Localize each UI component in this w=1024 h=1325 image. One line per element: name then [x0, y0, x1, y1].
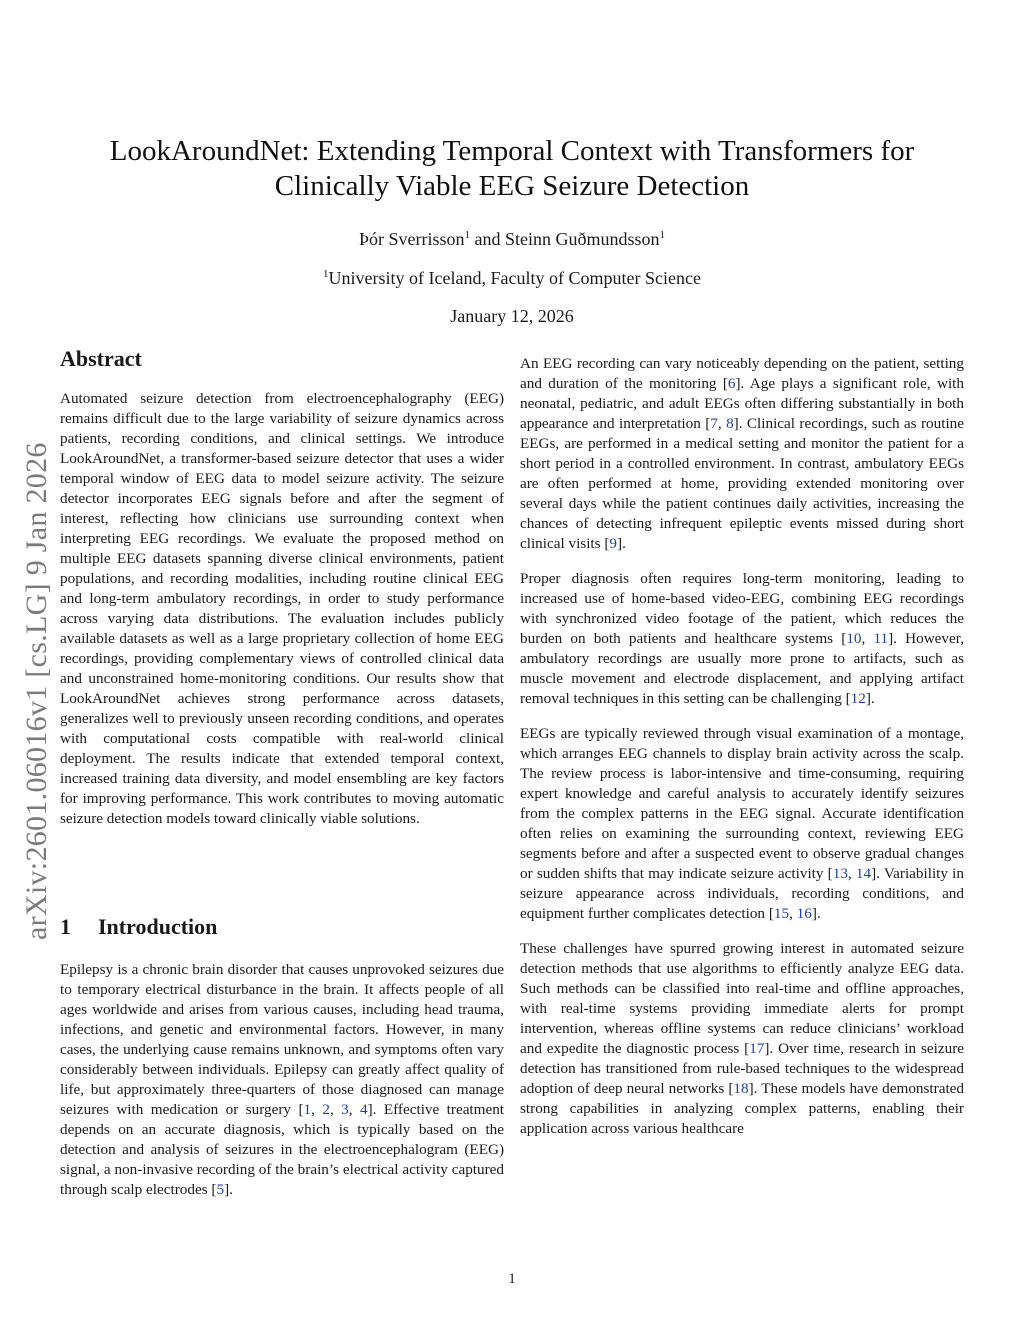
citation-link[interactable]: 6: [727, 375, 736, 392]
text-run: ,: [311, 1101, 323, 1118]
citation-link[interactable]: 1: [303, 1101, 312, 1118]
page-number: 1: [508, 1271, 516, 1287]
abstract-body: [60, 389, 504, 844]
citation-link[interactable]: 11: [873, 630, 889, 647]
text-run: These challenges have spurred growing interest in automated seizure detection methods that use algorithms to efficiently analyze EEG data. Such methods can be classified into real-time and offline approaches, with real-time systems providing immediate alerts for prompt intervention, whereas offline systems can reduce clinicians’ workload and expedite the diagnostic process [: [520, 940, 964, 1057]
right-paragraph-3: [520, 724, 964, 924]
text-run: ].: [617, 535, 626, 552]
citation-link[interactable]: 2: [322, 1101, 330, 1118]
text-run: ]. However, ambulatory recordings are usually more prone to artifacts, such as muscle movement and electrode displacement, and applying artifact removal techniques in this setting can be challenging [: [520, 630, 965, 707]
text-run: EEGs are typically reviewed through visual examination of a montage, which arranges EEG channels to display brain activity across the scalp. The review process is labor-intensive and time-consuming, requiring expert knowledge and careful analysis to accurately identify seizures from the complex patterns in the EEG signal. Accurate identification often relies on examining the surrounding context, reviewing EEG segments before and after a suspected event to observe gradual changes or sudden shifts that may indicate seizure activity [: [520, 725, 964, 882]
text-run: ]. Effective treatment depends on an accurate diagnosis, which is typically based on the detection and analysis of seizures in the electroencephalogram (EEG) signal, a non-invasive recording of the brain’s electrical activity captured through scalp electrodes [: [60, 1101, 505, 1198]
citation-link[interactable]: 14: [855, 865, 872, 882]
right-paragraph-4: [520, 939, 964, 1139]
title-line-1: LookAroundNet: Extending Temporal Context with Transformers for: [109, 135, 915, 167]
citation-link[interactable]: 15: [773, 905, 790, 922]
introduction-heading: [60, 914, 217, 940]
text-run: ]. Variability in seizure appearance across individuals, recording conditions, and equipment further complicates detection [: [520, 865, 964, 922]
text-run: ,: [789, 905, 797, 922]
author-1-affiliation-mark: 1: [464, 229, 470, 241]
citation-link[interactable]: 7: [710, 415, 718, 432]
text-run: ].: [865, 690, 875, 707]
citation-link[interactable]: 16: [796, 905, 812, 922]
text-run: ].: [224, 1181, 233, 1198]
abstract-heading: Abstract: [60, 346, 142, 371]
author-1: Þór Sverrisson: [358, 229, 465, 249]
text-run: ]. Over time, research in seizure detection has transitioned from rule-based techniques to the widespread adoption of deep neural networks [: [520, 1040, 964, 1097]
author-connector: and: [470, 229, 505, 249]
text-run: ]. These models have demonstrated strong capabilities in analyzing complex patterns, enabling their application across various healthcare: [520, 1080, 964, 1137]
text-run: ,: [348, 1101, 360, 1118]
citation-link[interactable]: 5: [216, 1181, 225, 1198]
paper-title: [40, 134, 984, 204]
author-list: [0, 229, 1024, 250]
affiliation-mark: 1: [323, 268, 329, 280]
citation-link[interactable]: 12: [850, 690, 866, 707]
text-run: ]. Clinical recordings, such as routine EEGs, are performed in a medical setting and monitor the patient for a short period in a controlled environment. In contrast, ambulatory EEGs are often performed at home, providing extended monitoring over several days while the patient continues daily activities, increasing the chances of detecting infrequent epileptic events missed during short clinical visits [: [520, 415, 964, 552]
citation-link[interactable]: 3: [341, 1101, 349, 1118]
citation-link[interactable]: 9: [609, 535, 618, 552]
citation-link[interactable]: 17: [749, 1040, 765, 1057]
section-number: 1: [60, 914, 71, 939]
publication-date: January 12, 2026: [450, 306, 574, 326]
right-paragraph-2: [520, 569, 964, 709]
author-2: Steinn Guðmundsson: [505, 229, 660, 249]
right-column: [520, 354, 964, 1154]
citation-link[interactable]: 4: [360, 1101, 368, 1118]
citation-link[interactable]: 10: [846, 630, 862, 647]
citation-link[interactable]: 13: [832, 865, 848, 882]
author-2-affiliation-mark: 1: [659, 229, 666, 241]
text-run: An EEG recording can vary noticeably depending on the patient, setting and duration of the monitoring [: [520, 355, 964, 392]
text-run: ].: [811, 905, 821, 922]
affiliation-text: University of Iceland, Faculty of Computer Science: [328, 268, 701, 288]
citation-link[interactable]: 18: [733, 1080, 749, 1097]
text-run: ,: [861, 630, 874, 647]
text-run: ,: [329, 1101, 342, 1118]
text-run: Proper diagnosis often requires long-term monitoring, leading to increased use of home-based video-EEG, combining EEG recordings with synchronized video footage of the patient, which reduces the burden on both patients and healthcare systems [: [520, 570, 964, 647]
section-title: Introduction: [98, 914, 218, 939]
abstract-text: Automated seizure detection from electroencephalography (EEG) remains difficult due to the large variability of seizure dynamics across patients, recording conditions, and clinical settings. We introduce LookAroundNet, a transformer-based seizure detector that uses a wider temporal window of EEG data to model seizure activity. The seizure detector incorporates EEG signals before and after the segment of interest, reflecting how clinicians use surrounding context when interpreting EEG recordings. We evaluate the proposed method on multiple EEG datasets spanning diverse clinical environments, patient populations, and recording modalities, including routine clinical EEG and long-term ambulatory recordings, in order to study performance across varying data distributions. The evaluation includes publicly available datasets as well as a large proprietary collection of home EEG recordings, providing complementary views of controlled clinical data and unconstrained home-monitoring conditions. Our results show that LookAroundNet achieves strong performance across datasets, generalizes well to previously unseen recording conditions, and operates with computational costs compatible with real-world clinical deployment. The results indicate that extended temporal context, increased training data diversity, and model ensembling are key factors for improving performance. This work contributes to moving automatic seizure detection models toward clinically viable solutions.: [60, 390, 504, 827]
citation-link[interactable]: 8: [726, 415, 734, 432]
right-paragraph-1: [520, 354, 964, 554]
introduction-body: [60, 960, 504, 1215]
text-run: ,: [847, 865, 856, 882]
text-run: ]. Age plays a significant role, with neonatal, pediatric, and adult EEGs often differing substantially in both appearance and interpretation [: [520, 375, 964, 432]
affiliation: [0, 268, 1024, 289]
title-line-2: Clinically Viable EEG Seizure Detection: [274, 170, 750, 202]
text-run: Epilepsy is a chronic brain disorder that causes unprovoked seizures due to temporary electrical disturbance in the brain. It affects people of all ages worldwide and arises from various causes, including head trauma, infections, and genetic and environmental factors. However, in many cases, the underlying cause remains unknown, and symptoms often vary considerably between individuals. Epilepsy can greatly affect quality of life, but approximately three-quarters of those diagnosed can manage seizures with medication or surgery [: [60, 961, 504, 1118]
arxiv-identifier: arXiv:2601.06016v1 [cs.LG] 9 Jan 2026: [20, 442, 53, 940]
text-run: ,: [717, 415, 727, 432]
intro-paragraph-1: [60, 960, 504, 1200]
